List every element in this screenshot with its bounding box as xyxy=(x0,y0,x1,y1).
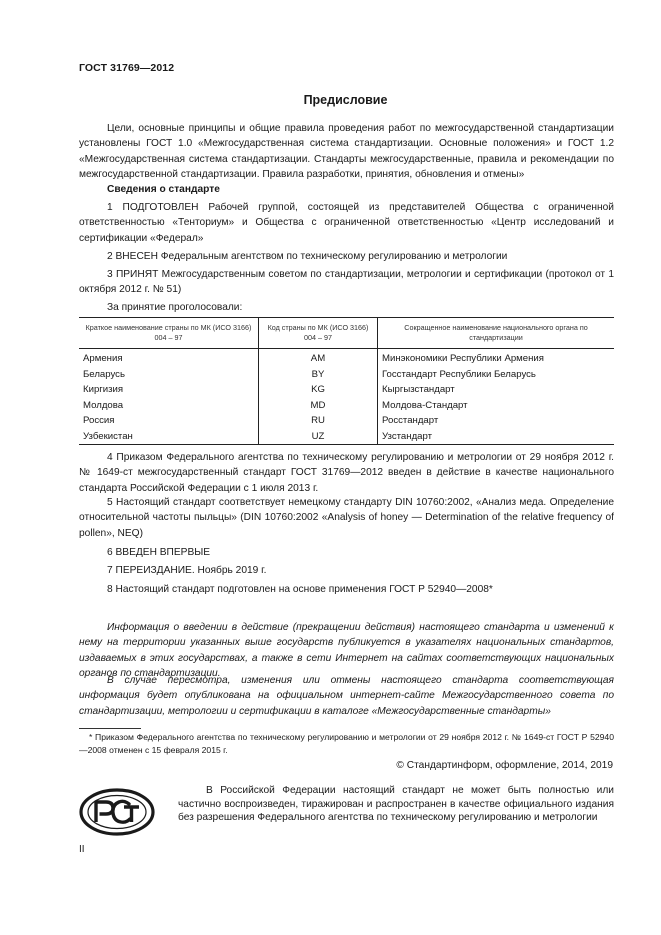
member-states-table xyxy=(79,317,614,445)
member-states-table-wrapper xyxy=(79,317,614,445)
footnote: * Приказом Федерального агентства по техническому регулированию и метрологии от 29 ноября 2012 г. № 1649-ст ГОСТ Р 52940—2008 отменен с 15 февраля 2015 г. xyxy=(79,732,614,755)
item-2: 2 ВНЕСЕН Федеральным агентством по техническому регулированию и метрологии xyxy=(107,251,508,262)
table-cell-code: KG xyxy=(259,382,378,398)
table-row xyxy=(79,367,614,383)
item-6: 6 ВВЕДЕН ВПЕРВЫЕ xyxy=(107,547,211,558)
table-cell-body: Минэкономики Республики Армения xyxy=(378,349,615,367)
table-cell-country: Армения xyxy=(83,353,123,365)
table-row xyxy=(79,429,614,445)
table-cell-body: Узстандарт xyxy=(378,429,615,445)
table-cell-country: Беларусь xyxy=(83,368,125,380)
table-cell-code: MD xyxy=(259,398,378,414)
copyright-line: © Стандартинформ, оформление, 2014, 2019 xyxy=(396,760,613,771)
table-cell-country: Киргизия xyxy=(83,384,124,396)
table-cell-code: RU xyxy=(259,413,378,429)
intro-paragraph: Цели, основные принципы и общие правила проведения работ по межгосударственной стандартизации установлены ГОСТ 1.0 «Межгосударственная система стандартизации. Основные положения» и ГОСТ 1.2 «Межгосударственная система стандартизации. Стандарты межгосударственные, правила и рекомендации по межгосударственной стандартизации. Правила разработки, принятия, обновления и отмены» xyxy=(79,123,614,180)
reproduction-notice: В Российской Федерации настоящий стандарт не может быть полностью или частично воспроизведен, тиражирован и распространен в качестве официального издания без разрешения Федерального агентства по техническому регулированию и метрологии xyxy=(178,785,614,823)
item-4: 4 Приказом Федерального агентства по техническому регулированию и метрологии от 29 ноября 2012 г. № 1649-ст межгосударственный стандарт ГОСТ 31769—2012 введен в действие в качестве национального стандарта Российской Федерации с 1 июля 2013 г. xyxy=(79,452,614,494)
table-cell-code: BY xyxy=(259,367,378,383)
page-number: II xyxy=(79,844,85,855)
table-cell-body: Госстандарт Республики Беларусь xyxy=(378,367,615,383)
table-cell-code: AM xyxy=(259,349,378,367)
table-cell-body: Росстандарт xyxy=(378,413,615,429)
item-8: 8 Настоящий стандарт подготовлен на основе применения ГОСТ Р 52940—2008* xyxy=(107,584,493,595)
table-row xyxy=(79,382,614,398)
table-cell-body: Молдова-Стандарт xyxy=(378,398,615,414)
item-5: 5 Настоящий стандарт соответствует немецкому стандарту DIN 10760:2002, «Анализ меда. Определение относительной частоты пыльцы» (DIN 10760:2002 «Analysis of honey — Determination of the relative frequency of pollen», NEQ) xyxy=(79,497,614,539)
italic-note-1: Информация о введении в действие (прекращении действия) настоящего стандарта и изменений к нему на территории указанных выше государств публикуется в указателях национальных стандартов, издаваемых в этих государствах, а также в сети Интернет на сайтах соответствующих национальных органов по стандартизации. xyxy=(79,622,614,679)
info-heading: Сведения о стандарте xyxy=(107,184,220,195)
table-cell-code: UZ xyxy=(259,429,378,445)
pct-certification-mark-icon xyxy=(79,788,155,841)
table-header-code: Код страны по МК (ИСО 3166) 004 – 97 xyxy=(259,318,378,349)
table-row xyxy=(79,349,614,367)
italic-note-2: В случае пересмотра, изменения или отмены настоящего стандарта соответствующая информация будет опубликована на официальном интернет-сайте Межгосударственного совета по стандартизации, метрологии и сертификации в каталоге «Межгосударственные стандарты» xyxy=(79,675,614,717)
table-cell-country: Россия xyxy=(83,415,115,427)
document-header: ГОСТ 31769—2012 xyxy=(79,62,175,74)
table-cell-country: Узбекистан xyxy=(79,429,259,445)
table-header-body: Сокращенное наименование национального органа по стандартизации xyxy=(378,318,615,349)
table-cell-country: Молдова xyxy=(83,399,124,411)
item-1: 1 ПОДГОТОВЛЕН Рабочей группой, состоящей из представителей Общества с ограниченной ответственностью «Тенториум» и Общества с ограниченной ответственностью «Центр исследований и сертификации «Федерал» xyxy=(79,202,614,244)
table-row xyxy=(79,398,614,414)
table-row xyxy=(79,413,614,429)
voted-label: За принятие проголосовали: xyxy=(107,302,243,313)
page-title: Предисловие xyxy=(303,93,388,107)
footnote-divider xyxy=(79,728,141,729)
item-3: 3 ПРИНЯТ Межгосударственным советом по стандартизации, метрологии и сертификации (протокол от 1 октября 2012 г. № 51) xyxy=(79,269,614,296)
item-7: 7 ПЕРЕИЗДАНИЕ. Ноябрь 2019 г. xyxy=(107,565,267,576)
table-header-country: Краткое наименование страны по МК (ИСО 3166) 004 – 97 xyxy=(79,318,259,349)
table-header-row xyxy=(79,318,614,349)
table-cell-body: Кыргызстандарт xyxy=(378,382,615,398)
